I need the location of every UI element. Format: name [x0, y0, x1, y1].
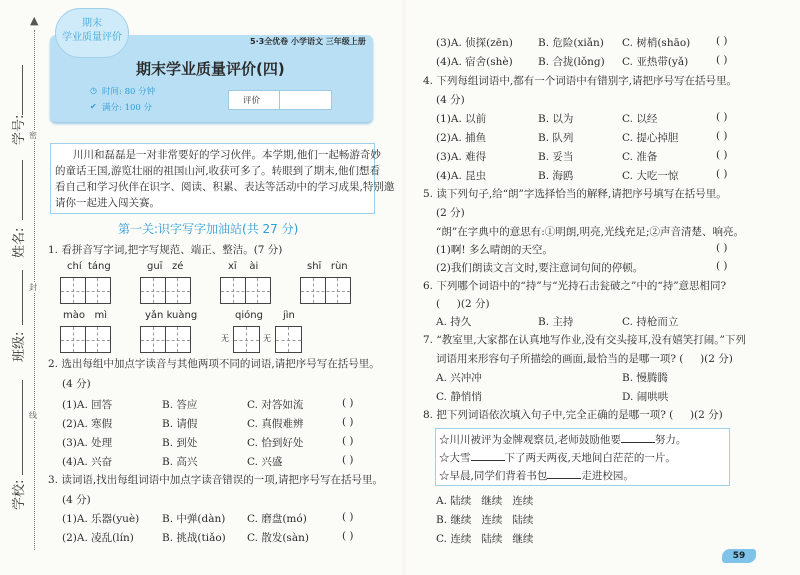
q2-score: (4 分)	[62, 378, 91, 390]
check-icon: ✔	[90, 102, 97, 111]
answer-paren[interactable]: ( )	[716, 242, 728, 254]
intro-line: 看自己和学习伙伴在识字、阅读、积累、表达等活动中的学习成果,特别邀	[55, 181, 395, 193]
class-label: 班级:	[12, 331, 27, 362]
option-a: (3)A. 难得	[436, 151, 487, 163]
pinyin: guī zé	[147, 261, 184, 272]
option-c: C. 真假难辨	[247, 418, 304, 430]
option-b: B. 挑战(tiǎo)	[162, 532, 226, 544]
writing-grid[interactable]	[140, 277, 191, 304]
clock-icon: ◷	[90, 86, 97, 95]
writing-grid[interactable]	[220, 277, 271, 304]
writing-grid[interactable]	[60, 277, 111, 304]
option-c: C. 磨盘(mó)	[247, 513, 307, 525]
q5-stem: 5. 读下列句子,给“朗”字选择恰当的解释,请把序号填写在括号里。	[423, 188, 727, 200]
option-a: (1)A. 以前	[436, 113, 487, 125]
option-c: C. 静悄悄	[436, 391, 482, 403]
option-c: C. 对答如流	[247, 399, 304, 411]
answer-paren[interactable]: ( )	[716, 54, 728, 66]
q4-score: (4 分)	[436, 94, 465, 106]
option-c: C. 大吃一惊	[622, 170, 679, 182]
option-a: (4)A. 兴奋	[62, 456, 113, 468]
option-c: C. 持枪而立	[622, 316, 679, 328]
sentence: ☆川川被评为金牌观察员,老师鼓励他要 努力。	[439, 434, 687, 446]
student-id-label: 学号:	[12, 114, 27, 145]
option-b: B. 队列	[538, 132, 574, 144]
full-score: 满分: 100 分	[102, 103, 152, 113]
section-title: 第一关:识字写字加油站(共 27 分)	[118, 222, 299, 236]
option-b: B. 到处	[162, 437, 198, 449]
page-title: 期末学业质量评价(四)	[136, 60, 285, 78]
name-line[interactable]	[22, 160, 23, 220]
rocket-icon: ▲	[30, 14, 39, 27]
q8-stem: 8. 把下列词语依次填入句子中,完全正确的是哪一项? ( )(2 分)	[423, 409, 723, 421]
q6-score[interactable]: ( )(2 分)	[436, 298, 490, 310]
series-label: 5·3全优卷 小学语文 三年级上册	[250, 37, 366, 46]
option-c: C. 准备	[622, 151, 658, 163]
writing-grid[interactable]	[275, 326, 302, 353]
intro-line: 的童话王国,游览壮丽的祖国山河,收获可多了。转眼到了期末,他们想看	[55, 165, 381, 177]
answer-paren[interactable]: ( )	[342, 416, 354, 428]
answer-paren[interactable]: ( )	[716, 260, 728, 272]
option-b: B. 以为	[538, 113, 574, 125]
page-number: 59	[722, 549, 756, 563]
writing-grid[interactable]	[140, 326, 191, 353]
option-a: (4)A. 昆虫	[436, 170, 487, 182]
q6-stem: 6. 下列哪个词语中的“持”与“光持石击瓮破之”中的“持”意思相同?	[423, 280, 727, 292]
answer-paren[interactable]: ( )	[716, 111, 728, 123]
answer-paren[interactable]: ( )	[716, 168, 728, 180]
seal-char: 密	[29, 131, 37, 140]
q7-stem: 7. “教室里,大家都在认真地写作业,没有交头接耳,没有嬉笑打闹。”下列	[423, 334, 746, 346]
option-b: B. 危险(xiǎn)	[538, 37, 604, 49]
option-c: C. 提心掉胆	[622, 132, 679, 144]
option-c: C. 兴盛	[247, 456, 283, 468]
evaluation-label: 评价	[243, 96, 261, 106]
q2-stem: 2. 选出每组中加点字读音与其他两项不同的词语,请把序号写在括号里。	[48, 358, 380, 370]
sentence: ☆大雪 下了两天两夜,天地间白茫茫的一片。	[439, 452, 676, 464]
answer-paren[interactable]: ( )	[716, 35, 728, 47]
evaluation-box	[228, 90, 332, 110]
q5-item: (1)啊! 多么晴朗的天空。	[436, 244, 553, 256]
option-d: D. 闹哄哄	[622, 391, 669, 403]
seal-char: 线	[29, 411, 37, 420]
prefix-char: 无	[263, 334, 271, 343]
q5-item: (2)我们朗读文言文时,要注意词句间的停顿。	[436, 262, 644, 274]
pinyin: chí táng	[67, 261, 111, 272]
school-label: 学校:	[12, 479, 27, 510]
pinyin: qióng	[235, 310, 263, 321]
school-line[interactable]	[22, 380, 23, 475]
answer-paren[interactable]: ( )	[342, 435, 354, 447]
q1-stem: 1. 看拼音写字词,把字写规范、端正、整洁。(7 分)	[48, 244, 283, 256]
option-a: (4)A. 宿舍(shè)	[436, 56, 513, 68]
option-b: B. 主持	[538, 316, 574, 328]
answer-paren[interactable]: ( )	[342, 454, 354, 466]
q5-score: (2 分)	[436, 207, 465, 219]
writing-grid[interactable]	[300, 277, 351, 304]
intro-line: 川川和磊磊是一对非常要好的学习伙伴。本学期,他们一起畅游奇妙	[73, 149, 381, 161]
option-c: C. 以经	[622, 113, 658, 125]
option-c: C. 恰到好处	[247, 437, 304, 449]
q7-stem: 词语用来形容句子所描绘的画面,最恰当的是哪一项? ( )(2 分)	[436, 353, 733, 365]
student-id-line[interactable]	[22, 65, 23, 115]
evaluation-field[interactable]	[281, 91, 329, 109]
answer-paren[interactable]: ( )	[716, 130, 728, 142]
pinyin: shī rùn	[307, 261, 348, 272]
answer-paren[interactable]: ( )	[342, 511, 354, 523]
q8-sentence-box	[435, 428, 730, 486]
option-b: B. 请假	[162, 418, 198, 430]
option-c: C. 散发(sàn)	[247, 532, 309, 544]
pinyin: xī ài	[228, 261, 259, 272]
option-b: B. 慢腾腾	[622, 372, 668, 384]
option-b: B. 高兴	[162, 456, 198, 468]
option-a: (2)A. 凌乱(lín)	[62, 532, 134, 544]
answer-paren[interactable]: ( )	[342, 397, 354, 409]
writing-grid[interactable]	[233, 326, 260, 353]
class-line[interactable]	[22, 270, 23, 325]
option-c: C. 树梢(shāo)	[622, 37, 691, 49]
q3-stem: 3. 读词语,找出每组词语中加点字读音错误的一项,请把序号写在括号里。	[48, 474, 384, 486]
pinyin: yǎn kuàng	[145, 310, 198, 321]
seal-char: 封	[29, 283, 37, 292]
option-a: (1)A. 回答	[62, 399, 113, 411]
option-c: C. 亚热带(yǎ)	[622, 56, 689, 68]
name-label: 姓名:	[12, 227, 27, 258]
fill-blank[interactable]	[471, 460, 505, 461]
fill-blank[interactable]	[547, 478, 581, 479]
option-a: A. 持久	[436, 316, 472, 328]
option-b: B. 妥当	[538, 151, 574, 163]
option-b: B. 合拢(lǒng)	[538, 56, 605, 68]
fill-blank[interactable]	[621, 442, 655, 443]
sentence: ☆早晨,同学们背着书包 走进校园。	[439, 470, 634, 482]
option-a: (3)A. 处理	[62, 437, 113, 449]
exam-time: 时间: 80 分钟	[102, 87, 156, 97]
writing-grid[interactable]	[60, 326, 111, 353]
q4-stem: 4. 下列每组词语中,都有一个词语中有错别字,请把序号写在括号里。	[423, 75, 738, 87]
intro-box	[50, 143, 395, 214]
option-a: (2)A. 捕鱼	[436, 132, 487, 144]
option-a: (2)A. 寒假	[62, 418, 113, 430]
answer-paren[interactable]: ( )	[716, 149, 728, 161]
option-b: B. 答应	[162, 399, 198, 411]
pinyin: mào mì	[63, 310, 108, 321]
option-b: B. 继续 连续 陆续	[436, 514, 534, 526]
option-a: A. 陆续 继续 连续	[436, 495, 534, 507]
option-b: B. 中弹(dàn)	[162, 513, 226, 525]
option-c: C. 连续 陆续 继续	[436, 533, 534, 545]
intro-line: 请你一起进入闯关赛。	[55, 197, 160, 209]
q5-meaning: “朗”在字典中的意思有:①明朗,明亮,光线充足;②声音清楚、响亮。	[436, 226, 744, 238]
pinyin: jìn	[283, 310, 295, 321]
logo: 期末 学业质量评价	[55, 8, 129, 58]
option-a: (3)A. 侦探(zēn)	[436, 37, 513, 49]
answer-paren[interactable]: ( )	[342, 530, 354, 542]
q3-score: (4 分)	[62, 494, 91, 506]
option-b: B. 海鸥	[538, 170, 574, 182]
option-a: (1)A. 乐器(yuè)	[62, 513, 140, 525]
option-a: A. 兴冲冲	[436, 372, 482, 384]
prefix-char: 无	[221, 334, 229, 343]
